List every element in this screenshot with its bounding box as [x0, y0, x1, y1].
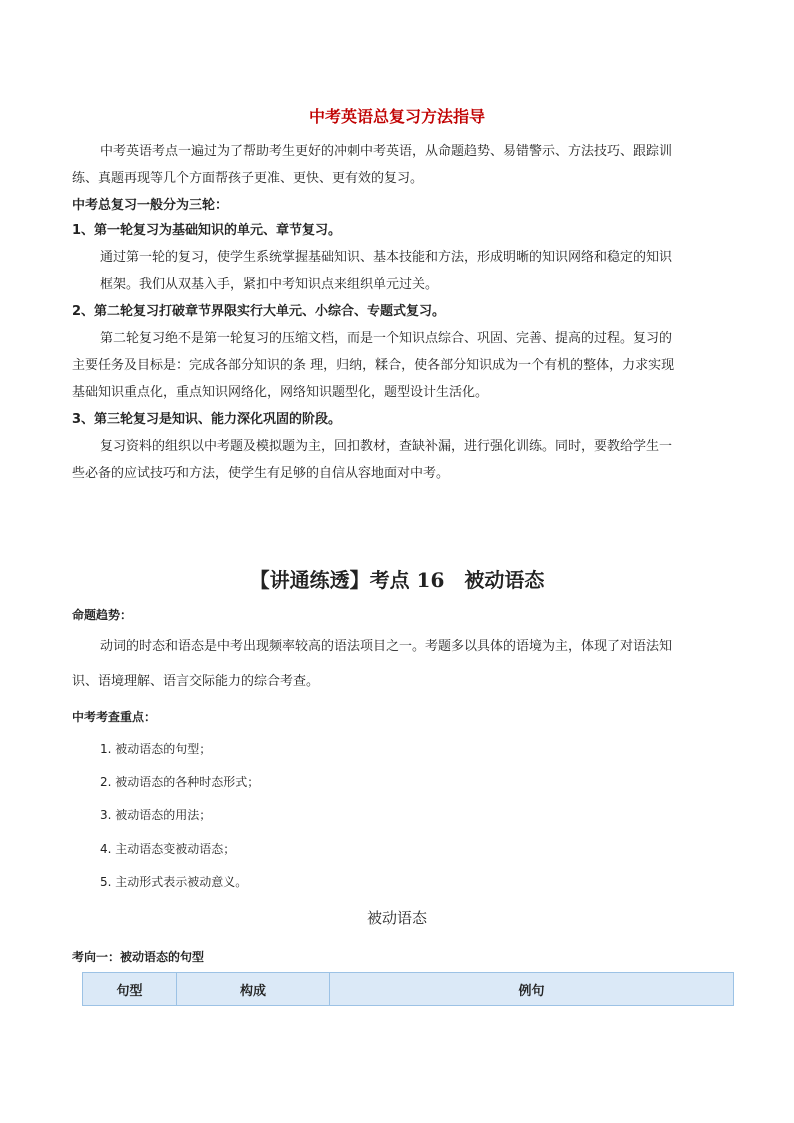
- focus-item-1: 1. 被动语态的句型；: [100, 742, 212, 756]
- rounds-heading: 中考总复习一般分为三轮：: [72, 198, 229, 213]
- table-header-row: [83, 973, 734, 1006]
- round2-heading: 2、第二轮复习打破章节界限实行大单元、小综合、专题式复习。: [72, 304, 446, 319]
- table-header-structure: 构成: [177, 973, 330, 1006]
- trend-line-1: 动词的时态和语态是中考出现频率较高的语法项目之一。考题多以具体的语境为主，体现了对语法知: [100, 639, 673, 654]
- trend-label: 命题趋势：: [72, 608, 133, 622]
- section-title: 【讲通练透】考点 16 被动语态: [249, 568, 545, 592]
- focus-label: 中考考查重点：: [72, 710, 157, 724]
- focus-item-2: 2. 被动语态的各种时态形式；: [100, 775, 260, 789]
- subtitle: 被动语态: [366, 909, 427, 927]
- round3-line-2: 些必备的应试技巧和方法，使学生有足够的自信从容地面对中考。: [72, 466, 450, 481]
- trend-line-2: 识、语境理解、语言交际能力的综合考查。: [72, 674, 320, 689]
- focus-item-4: 4. 主动语态变被动语态；: [100, 842, 236, 856]
- focus-item-3: 3. 被动语态的用法；: [100, 808, 212, 822]
- round1-line-2: 框架。我们从双基入手，紧扣中考知识点来组织单元过关。: [100, 277, 439, 292]
- intro-line-1: 中考英语考点一遍过为了帮助考生更好的冲刺中考英语，从命题趋势、易错警示、方法技巧、跟踪训: [100, 144, 673, 159]
- round1-line-1: 通过第一轮的复习，使学生系统掌握基础知识、基本技能和方法，形成明晰的知识网络和稳定的知识: [100, 250, 673, 265]
- round2-line-2: 主要任务及目标是：完成各部分知识的条 理，归纳，糅合，使各部分知识成为一个有机的整体，力求实现: [72, 358, 675, 373]
- table-header-pattern: 句型: [83, 973, 177, 1006]
- round1-heading: 1、第一轮复习为基础知识的单元、章节复习。: [72, 223, 342, 238]
- round3-line-1: 复习资料的组织以中考题及模拟题为主，回扣教材，查缺补漏，进行强化训练。同时，要教给学生一: [100, 439, 673, 454]
- focus-item-5: 5. 主动形式表示被动意义。: [100, 875, 248, 889]
- page-title: 中考英语总复习方法指导: [308, 107, 485, 126]
- round2-line-1: 第二轮复习绝不是第一轮复习的压缩文档，而是一个知识点综合、巩固、完善、提高的过程。复习的: [100, 331, 673, 346]
- round2-line-3: 基础知识重点化，重点知识网络化，网络知识题型化，题型设计生活化。: [72, 385, 489, 400]
- table-header-example: 例句: [330, 973, 734, 1006]
- intro-line-2: 练、真题再现等几个方面帮孩子更准、更快、更有效的复习。: [72, 171, 424, 186]
- direction-1-heading: 考向一：被动语态的句型: [72, 950, 205, 964]
- round3-heading: 3、第三轮复习是知识、能力深化巩固的阶段。: [72, 412, 342, 427]
- pattern-table: [82, 972, 734, 1006]
